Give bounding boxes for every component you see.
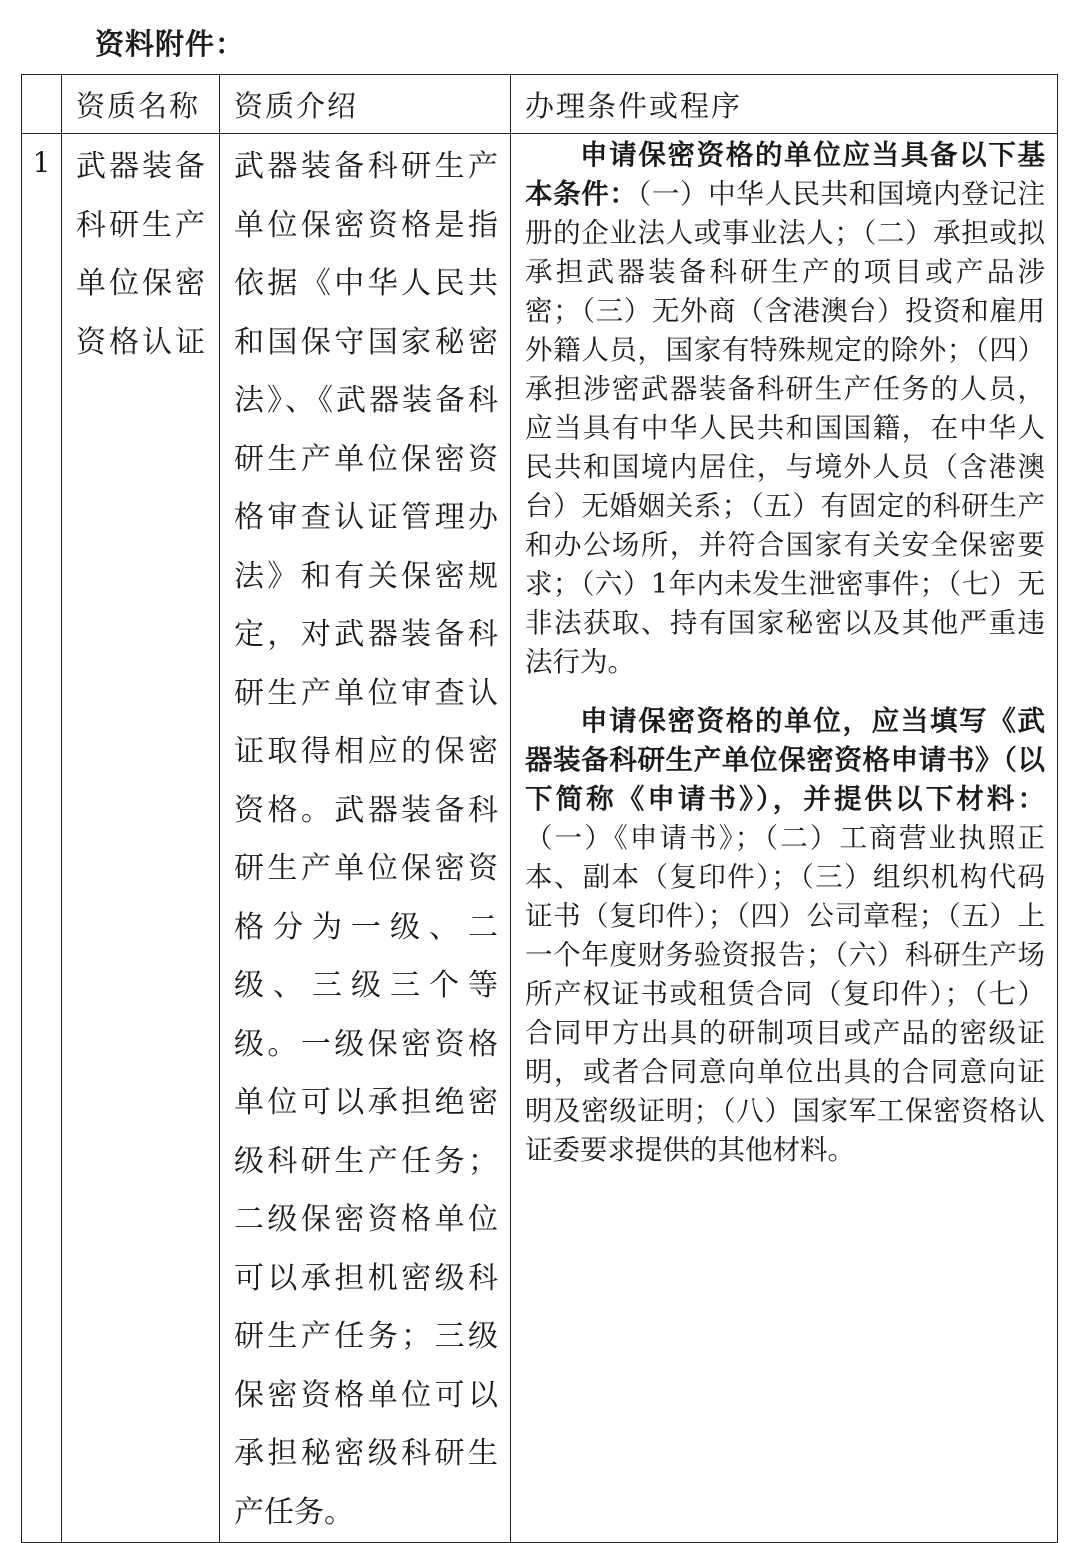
header-number bbox=[22, 75, 62, 134]
qualification-intro-cell: 武器装备科研生产单位保密资格是指依据《中华人民共和国保守国家秘密法》、《武器装备科研生产单位保密资格审查认证管理办法》和有关保密规定，对武器装备科研生产单位审查认证取得相应的保密资格。武器装备科研生产单位保密资格分为一级、二级、三级三个等级。一级保密资格单位可以承担绝密级科研生产任务；二级保密资格单位可以承担机密级科研生产任务；三级保密资格单位可以承担秘密级科研生产任务。 bbox=[220, 134, 511, 1543]
document-title: 资料附件： bbox=[95, 27, 246, 61]
procedure-cell bbox=[511, 134, 1058, 1543]
table-header-row bbox=[22, 75, 1058, 134]
header-qualification-name: 资质名称 bbox=[62, 75, 220, 134]
qualification-table bbox=[21, 74, 1058, 1543]
basic-conditions-text: （一）中华人民共和国境内登记注册的企业法人或事业法人；（二）承担或拟承担武器装备科研生产的项目或产品涉密；（三）无外商（含港澳台）投资和雇用外籍人员，国家有特殊规定的除外；（四）承担涉密武器装备科研生产任务的人员，应当具有中华人民共和国国籍，在中华人民共和国境内居住，与境外人员（含港澳台）无婚姻关系；（五）有固定的科研生产和办公场所，并符合国家有关安全保密要求；（六）1年内未发生泄密事件；（七）无非法获取、持有国家秘密以及其他严重违法行为。 bbox=[525, 178, 1045, 678]
basic-conditions-paragraph bbox=[525, 136, 1045, 682]
basic-conditions-lead: 申请保密资格的单位应当具备以下基本条件： bbox=[525, 139, 1045, 210]
row-number-cell: 1 bbox=[22, 134, 62, 1543]
required-materials-text: （一）《申请书》；（二）工商营业执照正本、副本（复印件）；（三）组织机构代码证书（复印件）；（四）公司章程；（五）上一个年度财务验资报告；（六）科研生产场所产权证书或租赁合同（复印件）；（七）合同甲方出具的研制项目或产品的密级证明，或者合同意向单位出具的合同意向证明及密级证明；（八）国家军工保密资格认证委要求提供的其他材料。 bbox=[525, 822, 1045, 1166]
required-materials-lead: 申请保密资格的单位，应当填写《武器装备科研生产单位保密资格申请书》（以下简称《申请书》），并提供以下材料： bbox=[525, 705, 1045, 815]
header-procedure: 办理条件或程序 bbox=[511, 75, 1058, 134]
header-qualification-intro: 资质介绍 bbox=[220, 75, 511, 134]
qualification-name-cell: 武器装备科研生产单位保密资格认证 bbox=[62, 134, 220, 1543]
table-row bbox=[22, 134, 1058, 1543]
required-materials-paragraph bbox=[525, 702, 1045, 1170]
